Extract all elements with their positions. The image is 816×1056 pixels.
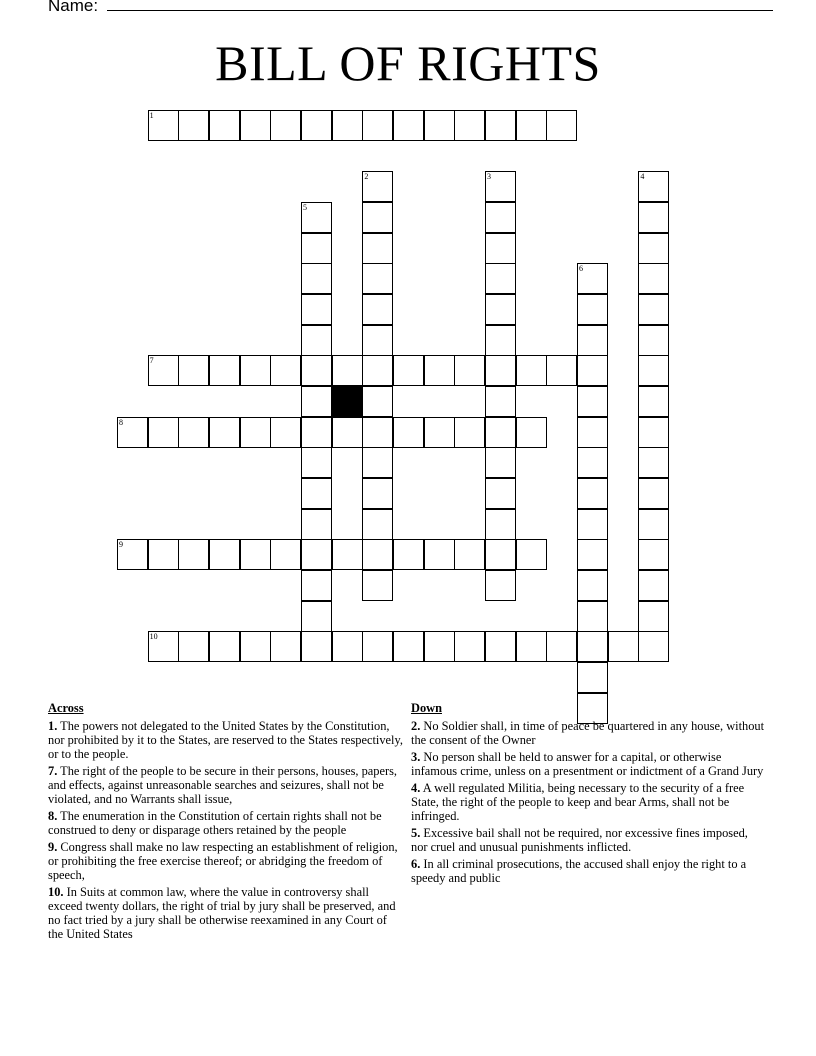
crossword-cell[interactable] [516, 417, 547, 448]
crossword-cell[interactable] [454, 631, 485, 662]
crossword-cell[interactable] [638, 325, 669, 356]
crossword-cell[interactable] [546, 355, 577, 386]
crossword-cell[interactable] [332, 355, 363, 386]
crossword-cell[interactable] [178, 631, 209, 662]
crossword-cell[interactable] [577, 294, 608, 325]
crossword-cell[interactable] [178, 355, 209, 386]
crossword-cell[interactable] [362, 386, 393, 417]
crossword-cell[interactable] [424, 631, 455, 662]
across-clues [48, 701, 403, 944]
crossword-cell[interactable] [362, 417, 393, 448]
crossword-cell[interactable] [638, 294, 669, 325]
crossword-cell[interactable] [362, 171, 393, 202]
clue-number: 6 [579, 264, 584, 274]
crossword-cell[interactable] [546, 631, 577, 662]
crossword-cell[interactable] [301, 233, 332, 264]
crossword-cell[interactable] [485, 325, 516, 356]
crossword-cell[interactable] [638, 233, 669, 264]
crossword-cell[interactable] [485, 263, 516, 294]
crossword-cell[interactable] [362, 233, 393, 264]
crossword-cell[interactable] [240, 631, 271, 662]
crossword-cell[interactable] [638, 539, 669, 570]
crossword-cell[interactable] [301, 325, 332, 356]
crossword-cell[interactable] [362, 110, 393, 141]
crossword-cell[interactable] [301, 447, 332, 478]
down-heading: Down [411, 701, 442, 715]
crossword-cell[interactable] [638, 478, 669, 509]
across-clue-1: 1. The powers not delegated to the United States by the Constitution, nor prohibited by it to the States, are reserved to the States respectively, or to the people. [48, 719, 403, 761]
crossword-cell[interactable] [362, 294, 393, 325]
crossword-cell[interactable] [393, 539, 424, 570]
clue-number: 3 [487, 172, 492, 182]
crossword-cell[interactable] [301, 263, 332, 294]
crossword-cell[interactable] [485, 202, 516, 233]
crossword-cell[interactable] [270, 631, 301, 662]
crossword-cell[interactable] [209, 631, 240, 662]
crossword-cell[interactable] [577, 417, 608, 448]
crossword-cell[interactable] [577, 631, 608, 662]
crossword-cell[interactable] [577, 601, 608, 632]
crossword-cell[interactable] [209, 539, 240, 570]
crossword-cell[interactable] [362, 355, 393, 386]
crossword-cell[interactable] [485, 478, 516, 509]
crossword-cell[interactable] [117, 539, 148, 570]
crossword-cell[interactable] [148, 355, 179, 386]
crossword-cell[interactable] [393, 631, 424, 662]
crossword-cell[interactable] [178, 110, 209, 141]
across-clue-9: 9. Congress shall make no law respecting an establishment of religion, or prohibiting the free exercise thereof; or abridging the freedom of speech, [48, 840, 398, 882]
crossword-cell[interactable] [301, 355, 332, 386]
crossword-cell[interactable] [332, 110, 363, 141]
crossword-cell[interactable] [362, 539, 393, 570]
crossword-cell[interactable] [301, 570, 332, 601]
crossword-cell[interactable] [424, 110, 455, 141]
crossword-cell[interactable] [638, 202, 669, 233]
crossword-cell[interactable] [638, 570, 669, 601]
crossword-cell[interactable] [301, 294, 332, 325]
crossword-cell[interactable] [332, 539, 363, 570]
crossword-cell[interactable] [362, 447, 393, 478]
crossword-cell[interactable] [516, 539, 547, 570]
clue-number: 1 [149, 111, 154, 120]
crossword-cell[interactable] [301, 631, 332, 662]
crossword-cell[interactable] [577, 263, 608, 294]
down-clue-2: 2. No Soldier shall, in time of peace be quartered in any house, without the consent of the Owner [411, 719, 765, 747]
crossword-cell[interactable] [638, 631, 669, 662]
crossword-cell[interactable] [301, 601, 332, 632]
crossword-cell[interactable] [516, 355, 547, 386]
crossword-cell[interactable] [178, 539, 209, 570]
crossword-cell[interactable] [577, 662, 608, 693]
crossword-cell[interactable] [301, 539, 332, 570]
crossword-cell[interactable] [362, 631, 393, 662]
crossword-cell[interactable] [638, 447, 669, 478]
crossword-cell[interactable] [424, 355, 455, 386]
clue-number: 2 [364, 172, 369, 182]
crossword-cell[interactable] [577, 325, 608, 356]
crossword-cell[interactable] [270, 539, 301, 570]
crossword-cell[interactable] [209, 110, 240, 141]
crossword-cell[interactable] [485, 355, 516, 386]
crossword-cell[interactable] [577, 355, 608, 386]
crossword-cell[interactable] [485, 447, 516, 478]
crossword-cell[interactable] [454, 417, 485, 448]
crossword-cell[interactable] [301, 110, 332, 141]
clue-number: 7 [149, 356, 154, 366]
crossword-cell[interactable] [240, 110, 271, 141]
down-clue-5: 5. Excessive bail shall not be required, nor excessive fines imposed, nor cruel and unusual punishments inflicted. [411, 826, 748, 854]
crossword-cell[interactable] [362, 509, 393, 540]
crossword-cell[interactable] [148, 417, 179, 448]
crossword-cell[interactable] [485, 570, 516, 601]
crossword-cell[interactable] [209, 417, 240, 448]
across-heading: Across [48, 701, 84, 715]
crossword-cell[interactable] [393, 110, 424, 141]
crossword-cell[interactable] [393, 355, 424, 386]
crossword-cell[interactable] [332, 631, 363, 662]
crossword-cell[interactable] [270, 355, 301, 386]
crossword-cell[interactable] [638, 509, 669, 540]
crossword-cell[interactable] [301, 386, 332, 417]
down-clues [411, 701, 766, 888]
crossword-cell[interactable] [454, 355, 485, 386]
crossword-cell[interactable] [638, 417, 669, 448]
crossword-cell[interactable] [270, 110, 301, 141]
crossword-cell[interactable] [148, 631, 179, 662]
black-square [332, 386, 363, 417]
crossword-cell[interactable] [485, 386, 516, 417]
crossword-cell[interactable] [240, 417, 271, 448]
crossword-cell[interactable] [424, 417, 455, 448]
down-clue-3: 3. No person shall be held to answer for a capital, or otherwise infamous crime, unless on a presentment or indictment of a Grand Jury [411, 750, 764, 778]
crossword-cell[interactable] [638, 601, 669, 632]
crossword-cell[interactable] [362, 478, 393, 509]
crossword-cell[interactable] [424, 539, 455, 570]
crossword-cell[interactable] [240, 355, 271, 386]
crossword-cell[interactable] [485, 539, 516, 570]
crossword-cell[interactable] [178, 417, 209, 448]
clue-number: 10 [149, 632, 158, 642]
crossword-cell[interactable] [638, 171, 669, 202]
across-clue-7: 7. The right of the people to be secure in their persons, houses, papers, and effects, against unreasonable searches and seizures, shall not be violated, and no Warrants shall issue, [48, 764, 398, 806]
crossword-cell[interactable] [485, 417, 516, 448]
clue-number: 4 [640, 172, 645, 182]
down-clue-4: 4. A well regulated Militia, being necessary to the security of a free State, the right of the people to keep and bear Arms, shall not be infringed. [411, 781, 745, 823]
crossword-cell[interactable] [301, 417, 332, 448]
crossword-cell[interactable] [577, 386, 608, 417]
crossword-cell[interactable] [240, 539, 271, 570]
crossword-cell[interactable] [638, 355, 669, 386]
crossword-cell[interactable] [148, 110, 179, 141]
crossword-cell[interactable] [577, 447, 608, 478]
across-clue-10: 10. In Suits at common law, where the value in controversy shall exceed twenty dollars, the right of trial by jury shall be preserved, and no fact tried by a jury shall be otherwise reexamined in any Court of the United States [48, 885, 396, 941]
name-label: Name: [48, 0, 103, 15]
crossword-cell[interactable] [577, 539, 608, 570]
crossword-cell[interactable] [485, 171, 516, 202]
crossword-cell[interactable] [454, 539, 485, 570]
crossword-cell[interactable] [301, 509, 332, 540]
crossword-cell[interactable] [608, 631, 639, 662]
crossword-cell[interactable] [270, 417, 301, 448]
crossword-cell[interactable] [362, 325, 393, 356]
clue-number: 8 [119, 417, 123, 427]
crossword-cell[interactable] [577, 509, 608, 540]
crossword-cell[interactable] [485, 631, 516, 662]
crossword-cell[interactable] [301, 202, 332, 233]
crossword-cell[interactable] [577, 570, 608, 601]
crossword-cell[interactable] [117, 417, 148, 448]
clue-number: 5 [303, 203, 308, 212]
crossword-cell[interactable] [516, 110, 547, 141]
crossword-cell[interactable] [546, 110, 577, 141]
crossword-cell[interactable] [301, 478, 332, 509]
crossword-cell[interactable] [485, 294, 516, 325]
crossword-cell[interactable] [209, 355, 240, 386]
clue-number: 9 [119, 540, 123, 550]
crossword-cell[interactable] [362, 570, 393, 601]
page-title: BILL OF RIGHTS [215, 35, 601, 91]
crossword-cell[interactable] [577, 478, 608, 509]
crossword-cell[interactable] [332, 417, 363, 448]
crossword-cell[interactable] [454, 110, 485, 141]
crossword-cell[interactable] [638, 386, 669, 417]
crossword-cell[interactable] [148, 539, 179, 570]
crossword-cell[interactable] [485, 110, 516, 141]
crossword-cell[interactable] [516, 631, 547, 662]
down-clue-6: 6. In all criminal prosecutions, the accused shall enjoy the right to a speedy and public [411, 857, 747, 885]
crossword-cell[interactable] [393, 417, 424, 448]
crossword-cell[interactable] [638, 263, 669, 294]
crossword-cell[interactable] [485, 509, 516, 540]
crossword-cell[interactable] [362, 263, 393, 294]
crossword-cell[interactable] [362, 202, 393, 233]
across-clue-8: 8. The enumeration in the Constitution of certain rights shall not be construed to deny or disparage others retained by the people [48, 809, 382, 837]
crossword-cell[interactable] [485, 233, 516, 264]
